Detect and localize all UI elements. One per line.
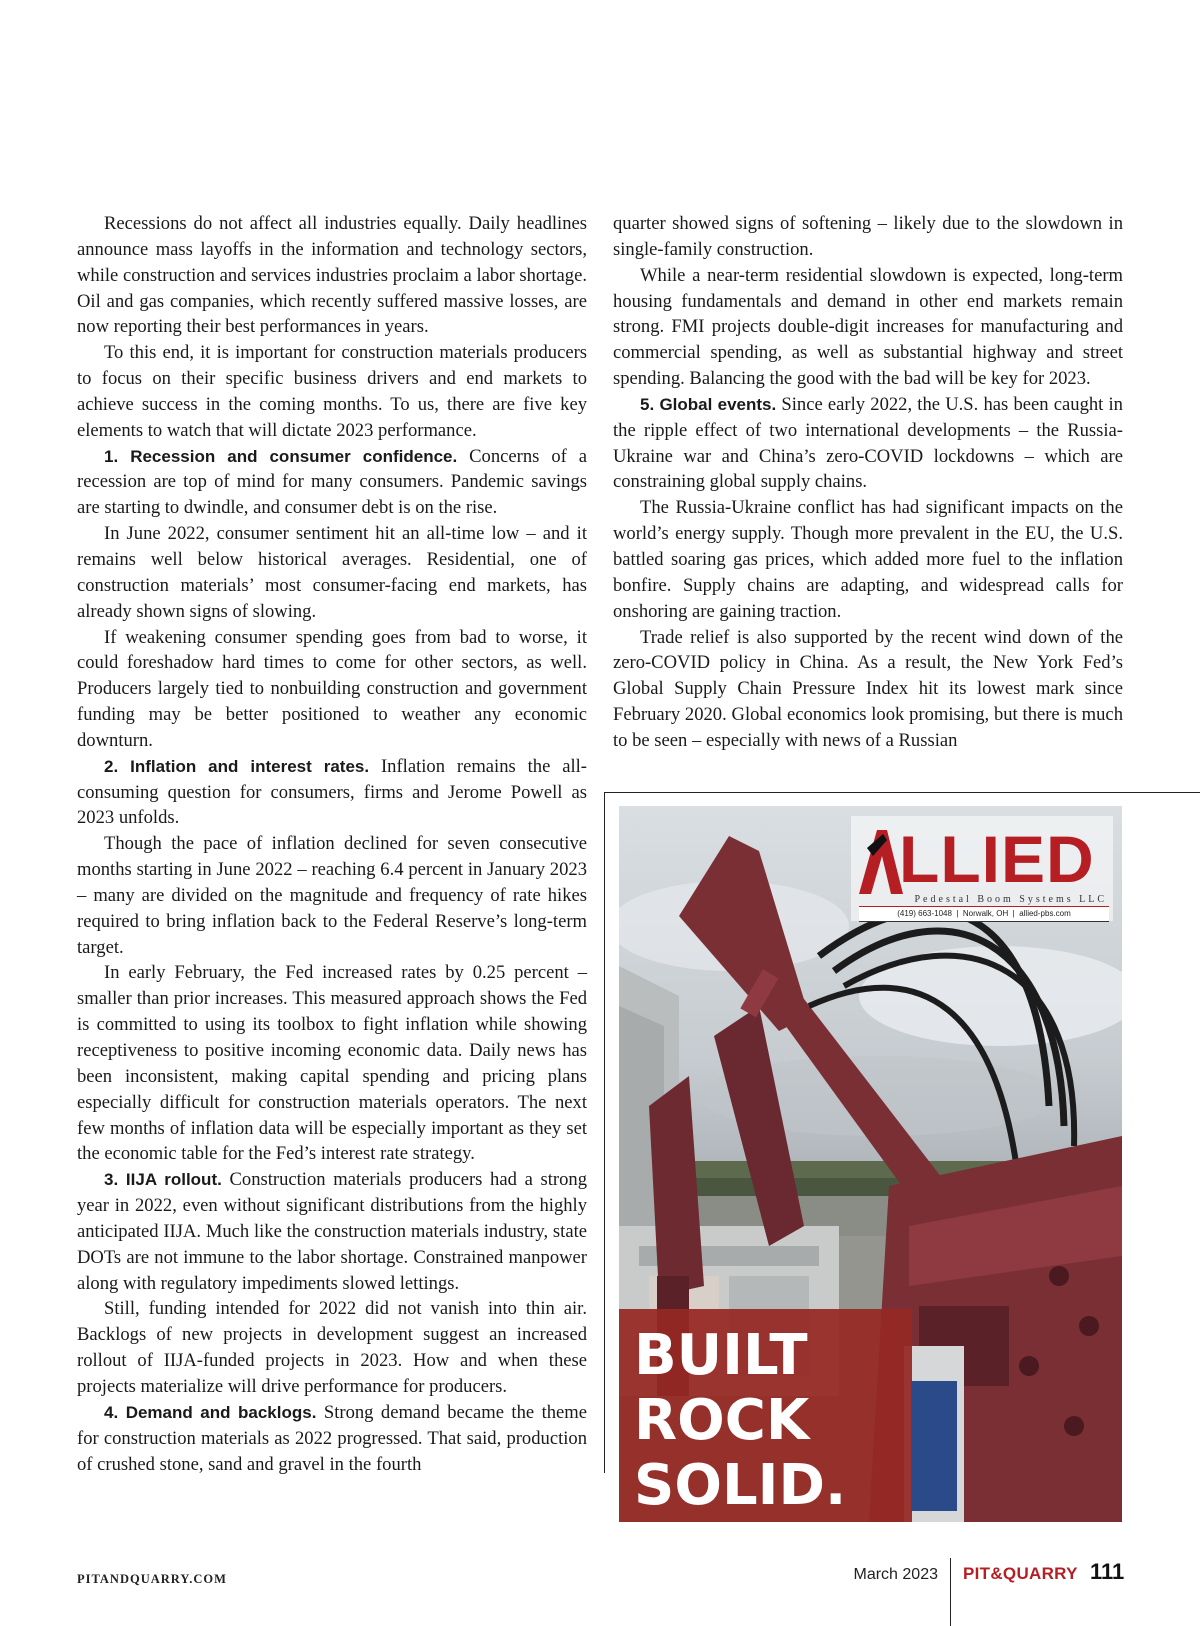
- section-text: Concerns of a recession are top of mind for many consumers. Pandemic savings are starting to dwindle, and consumer debt is on the rise.: [77, 445, 588, 519]
- section-lead: 2. Inflation and interest rates.: [104, 756, 370, 776]
- paragraph: [613, 392, 1123, 495]
- ad-headline-line: BUILT: [634, 1323, 808, 1388]
- section-lead: 5. Global events.: [640, 394, 777, 414]
- section-lead: 1. Recession and consumer confidence.: [104, 446, 458, 466]
- page-number: 111: [1090, 1559, 1125, 1584]
- footer-issue-date: March 2023: [853, 1566, 938, 1583]
- ad-tagline: Pedestal Boom Systems LLC: [914, 894, 1107, 905]
- ad-headline: [634, 1309, 846, 1518]
- paragraph: Recessions do not affect all industries equally. Daily headlines announce mass layoffs in the information and technology sectors, while construction and services industries proclaim a labor shortage. Oil and gas companies, which recently suffered massive losses, are now reporting their best performances in years.: [77, 213, 587, 338]
- paragraph: [77, 444, 587, 522]
- paragraph: In June 2022, consumer sentiment hit an all-time low – and it remains well below historical averages. Residential, one of construction materials’ most consumer-facing end markets, has already shown signs of slowing.: [77, 523, 587, 622]
- paragraph: [77, 754, 587, 832]
- section-lead: 4. Demand and backlogs.: [104, 1402, 317, 1422]
- allied-logo-a-icon: [857, 828, 905, 894]
- ad-headline-line: SOLID.: [634, 1453, 847, 1518]
- section-text: Construction materials producers had a strong year in 2022, even without significant distributions from the highly anticipated IIJA. Much like the construction materials industry, state DOTs are not immune to the labor shortage. Constrained manpower along with regulatory impediments slowed lettings.: [77, 1169, 587, 1294]
- article-column-left: [77, 211, 587, 1477]
- paragraph: Still, funding intended for 2022 did not vanish into thin air. Backlogs of new projects in development suggest an increased rollout of IIJA-funded projects in 2023. How and when these projects materialize will drive performance for producers.: [77, 1298, 587, 1397]
- footer-divider: [950, 1558, 951, 1626]
- section-text: Strong demand became the theme for construction materials as 2022 progressed. That said, production of crushed stone, sand and gravel in the fourth: [77, 1401, 588, 1475]
- ad-headline-panel: [619, 1309, 912, 1522]
- article-column-right: [613, 211, 1123, 754]
- paragraph: While a near-term residential slowdown is expected, long-term housing fundamentals and demand in other end markets remain strong. FMI projects double-digit increases for manufacturing and commercial spending, as well as substantial highway and street spending. Balancing the good with the bad will be key for 2023.: [613, 264, 1123, 390]
- footer-website: PITANDQUARRY.COM: [77, 1572, 227, 1586]
- section-text: Inflation remains the all-consuming question for consumers, firms and Jerome Powell as 2023 unfolds.: [77, 755, 587, 829]
- section-lead: 3. IIJA rollout.: [104, 1170, 222, 1190]
- footer-magazine-name: PIT&QUARRY: [963, 1564, 1078, 1583]
- paragraph: The Russia-Ukraine conflict has had significant impacts on the world’s energy supply. Though more prevalent in the EU, the U.S. battled soaring gas prices, which added more fuel to the inflation bonfire. Supply chains are adapting, and widespread calls for onshoring are gaining traction.: [613, 497, 1123, 622]
- paragraph: [77, 1167, 587, 1296]
- ad-brand-name: LLIED: [899, 822, 1095, 896]
- paragraph: In early February, the Fed increased rates by 0.25 percent – smaller than prior increases. This measured approach shows the Fed is committed to using its toolbox to fight inflation while showing receptiveness to positive incoming economic data. Daily news has been inconsistent, making capital spending and pricing plans especially difficult for construction materials operators. The next few months of inflation data will be especially important as they set the economic table for the Fed’s interest rate strategy.: [77, 962, 587, 1165]
- paragraph: To this end, it is important for construction materials producers to focus on their specific business drivers and end markets to achieve success in the coming months. To us, there are five key elements to watch that will dictate 2023 performance.: [77, 342, 587, 441]
- ad-headline-line: ROCK: [634, 1388, 810, 1453]
- paragraph: If weakening consumer spending goes from bad to worse, it could foreshadow hard times to come for other sectors, as well. Producers largely tied to nonbuilding construction and government funding may be better positioned to weather any economic downturn.: [77, 626, 587, 751]
- allied-advertisement[interactable]: [619, 806, 1122, 1522]
- paragraph: quarter showed signs of softening – likely due to the slowdown in single-family construction.: [613, 213, 1123, 260]
- paragraph: Trade relief is also supported by the recent wind down of the zero-COVID policy in China. As a result, the New York Fed’s Global Supply Chain Pressure Index hit its lowest mark since February 2020. Global economics look promising, but there is much to be seen – especially with news of a Russian: [613, 626, 1123, 751]
- paragraph: [77, 1400, 587, 1478]
- paragraph: Though the pace of inflation declined for seven consecutive months starting in June 2022 – reaching 6.4 percent in January 2023 – many are divided on the magnitude and frequency of rate hikes required to bring inflation back to the Federal Reserve’s long-term target.: [77, 833, 587, 958]
- section-text: Since early 2022, the U.S. has been caught in the ripple effect of two international developments – the Russia-Ukraine war and China’s zero-COVID lockdowns – which are constraining global supply chains.: [613, 393, 1123, 493]
- ad-contact: (419) 663-1048 | Norwalk, OH | allied-pbs.com: [859, 906, 1109, 922]
